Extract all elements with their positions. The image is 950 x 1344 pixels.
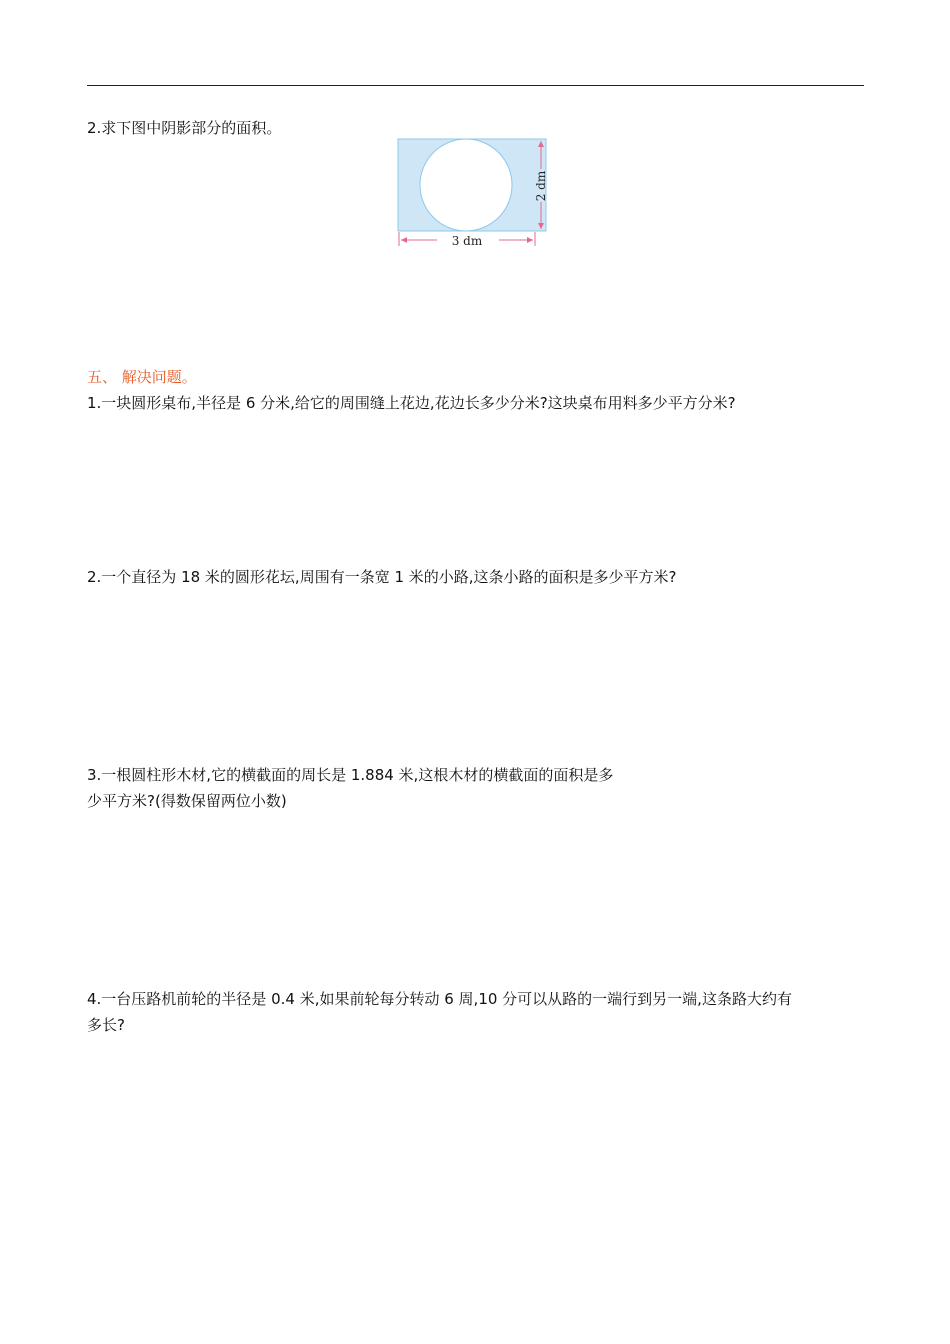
- shaded-area-figure: [395, 136, 555, 251]
- question-3-line-2: 少平方米?(得数保留两位小数): [87, 792, 287, 810]
- question-4-line-2: 多长?: [87, 1016, 125, 1034]
- width-arrowhead-right: [527, 237, 533, 243]
- question-1: 1.一块圆形桌布,半径是 6 分米,给它的周围缝上花边,花边长多少分米?这块桌布用料多少平方分米?: [87, 394, 736, 412]
- width-label: 3 dm: [451, 234, 483, 248]
- section-heading: 五、 解决问题。: [87, 368, 197, 386]
- question-3-line-1: 3.一根圆柱形木材,它的横截面的周长是 1.884 米,这根木材的横截面的面积是多: [87, 766, 614, 784]
- question-2: 2.一个直径为 18 米的圆形花坛,周围有一条宽 1 米的小路,这条小路的面积是多少平方米?: [87, 568, 677, 586]
- width-arrowhead-left: [401, 237, 407, 243]
- inner-circle: [420, 139, 512, 231]
- question-4-line-1: 4.一台压路机前轮的半径是 0.4 米,如果前轮每分转动 6 周,10 分可以从路的一端行到另一端,这条路大约有: [87, 990, 792, 1008]
- question-shaded-area: 2.求下图中阴影部分的面积。: [87, 119, 282, 137]
- rectangle-with-circle-diagram: [395, 136, 555, 251]
- header-rule: [87, 85, 864, 86]
- height-label: 2 dm: [534, 170, 548, 202]
